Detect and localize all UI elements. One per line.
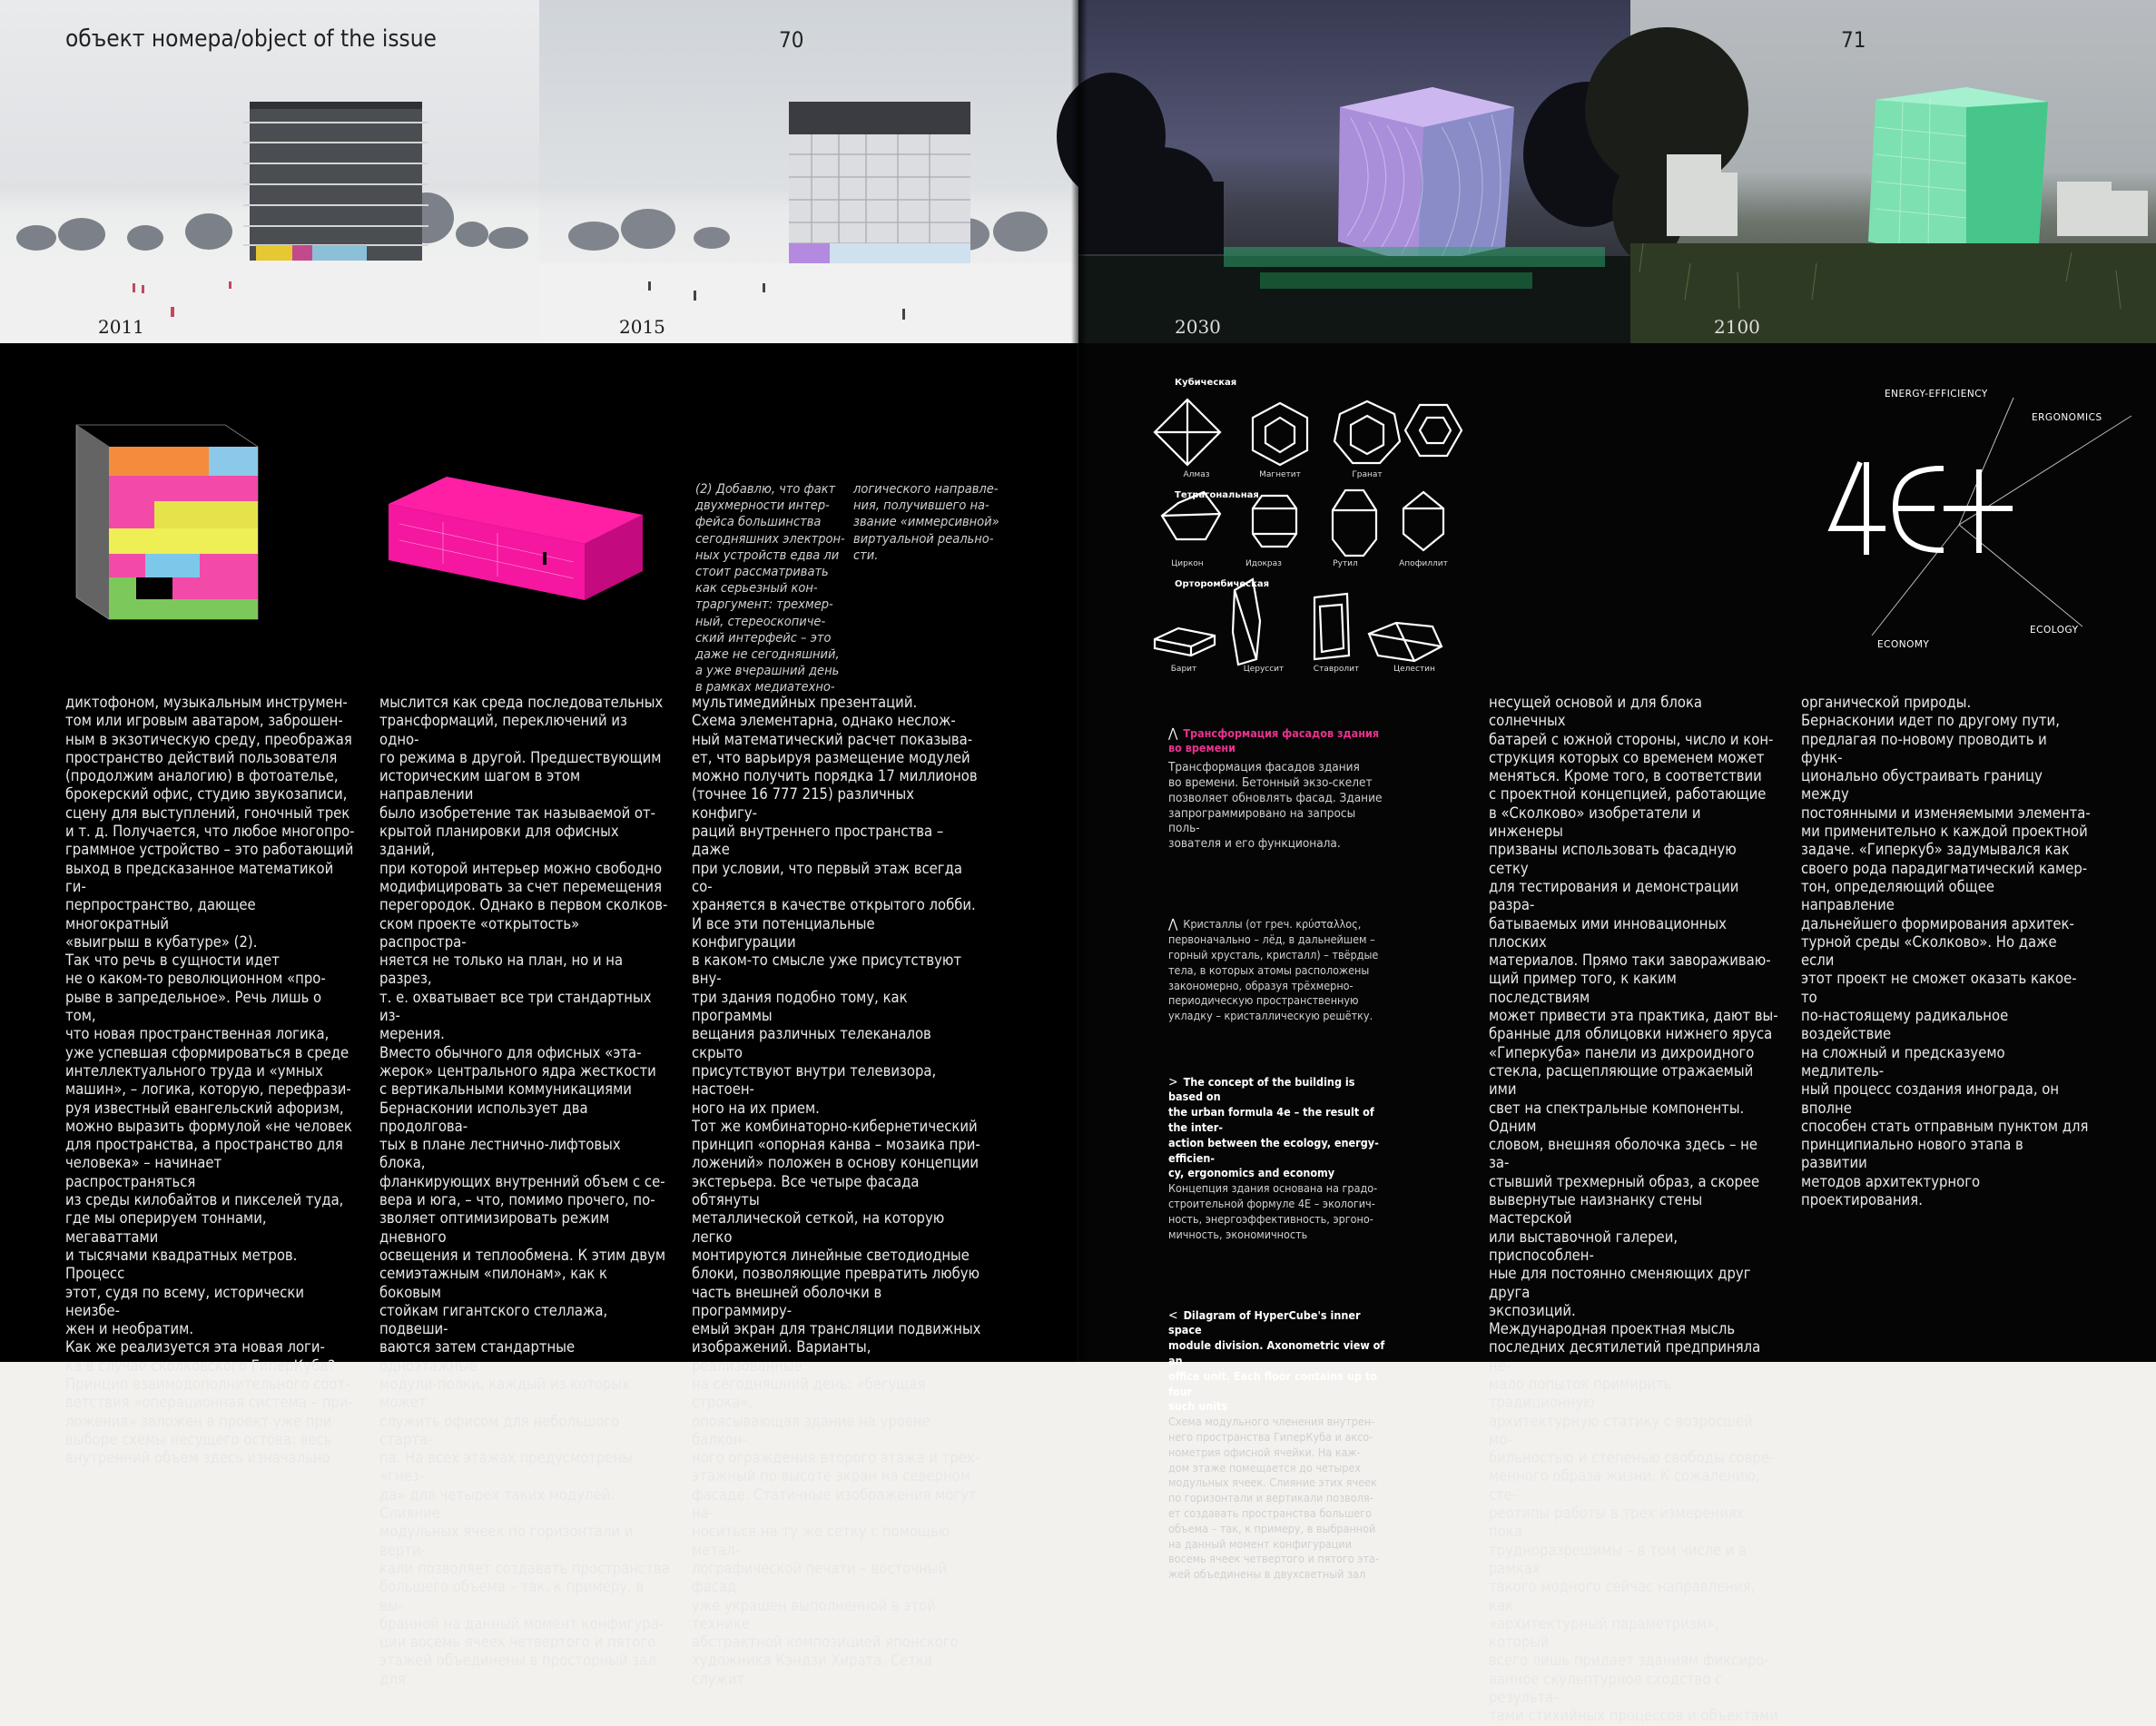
crystal-heading-cubic: Кубическая (1175, 378, 1237, 388)
up-arrow-icon: ⋀ (1168, 917, 1178, 932)
note1-text: Трансформация фасадов здания во времени. Бетонный экзо-скелет позволяет обновлять фасад. Здание запрограммировано на запросы поль- зователя и его функционала. (1168, 760, 1383, 852)
label-energy-efficiency: ENERGY-EFFICIENCY (1885, 389, 1988, 399)
crystal-forms-diagram (1151, 396, 1460, 686)
crystal-label-garnet: Гранат (1352, 470, 1383, 479)
module-block-diagram (54, 407, 309, 643)
article-column-2: мыслится как среда последовательных трансформаций, переключений из одно- го режима в другой. Предшествующим историческим шагом в этом направлении было изобретение так называемой от- крытой планировки для офисных зданий, при которой интерьер можно свободно модифицировать за счет перемещения перегородок. Однако в первом сколков- ском проекте «открытость» распростра- няется не только на план, но и на разрез, т. е. охватывает все три стандартных из- мерения. Вместо обычного для офисных «эта- жерок» центрального ядра жесткости с вертикальными коммуникациями Бернасконии использует два продолгова- тых в плане лестнично-лифтовых блока, фланкирующих внутренний объем с се- вера и юга, – что, помимо прочего, по- зволяет оптимизировать режим дневного освещения и теплообмена. К этим двум семиэтажным «пилонам», как к боковым стойкам гигантского стеллажа, подвеши- ваются затем стандартные одноэтажные модули-полки, каждый из которых может служить офисом для небольшого стартa- па. На всех этажах предусмотрены «гнез- да» для четырех таких модулей. Слияние модульных ячеек по горизонтали и верти- кали позволяет создавать пространства большего объема – так, к примеру, в вы- бранной на данный момент конфигура- ции восемь ячеек четвертого и пятого этажей объединены в просторный зал для (379, 694, 670, 1688)
crystal-label-cerussite: Церуссит (1243, 665, 1285, 674)
rendering-2030 (1078, 0, 1630, 343)
crystal-label-rutile: Рутил (1333, 559, 1358, 568)
page-number-left: 70 (779, 27, 804, 53)
article-column-1: диктофоном, музыкальным инструмен- том или игровым аватаром, заброшен- ным в экзотическую среду, преображая пространство действий пользователя (продолжим аналогию) в фотоателье, брокерский офис, студию звукозаписи, сцену для выступлений, гоночный трек и т. д. Получается, что любое многопро- граммное устройство – это работающий выход в предсказанное математикой ги- перпространство, дающее многократный «выигрыш в кубатуре» (2). Так что речь в сущности идет не о каком-то революционном «про- рыве в запредельное». Речь лишь о том, что новая пространственная логика, уже успевшая сформироваться в среде интеллектуального труда и «умных машин», – логика, которую, перефрази- руя известный евангельский афоризм, можно выразить формулой «не человек для пространства, а пространство для человека» – начинает распространяться из среды килобайтов и пикселей туда, где мы оперируем тоннами, мегаваттами и тысячами квадратных метров. Процесс этот, судя по всему, исторически неизбе- жен и необратим. Как же реализуется эта новая логи- ка в случае сколковского ГиперКуба? Принцип взаимодополнительного соот- ветствия «операционная система – при- ложения» заложен в проект уже при выборе схемы несущего остова: весь внутренний объем здесь изначально (65, 694, 355, 1467)
rendering-2015 (539, 0, 1078, 343)
article-column-5: органической природы. Бернасконии идет по другому пути, предлагая по-новому проводить и функ- ционально обустраивать границу между постоянными и изменяемыми элемента- ми применительно к каждой проектной задаче. «Гиперкуб» задумывался как своего рода парадигматический камер- тон, определяющий общее направление дальнейшего формирования архитек- турной среды «Сколково». Но даже если этот проект не сможет оказать какое-то по-настоящему радикальное воздействие на сложный и предсказуемо медлитель- ный процесс создания инограда, он вполне способен стать отправным пунктом для принципиально нового этапа в развитии методов архитектурного проектирования. (1801, 694, 2091, 1209)
page-number-right: 71 (1841, 27, 1866, 53)
left-page (0, 0, 1078, 1688)
article-column-4: несущей основой и для блока солнечных батарей с южной стороны, число и кон- струкция которых со временем может меняться. Кроме того, в соответствии с проектной концепцией, работающие в «Сколково» изобретатели и инженеры призваны использовать фасадную сетку для тестирования и демонстрации разра- батываемых ими инновационных плоских материалов. Прямо таки завораживаю- щий пример того, к каким последствиям может привести эта практика, дают вы- бранные для облицовки нижнего яруса «Гиперкуба» панели из дихроидного стекла, расщепляющие отражаемый ими свет на спектральные компоненты. Одним словом, внешняя оболочка здесь – не за- стывший трехмерный образ, а скорее вывернутые наизнанку стены мастерской или выставочной галереи, приспособлен- ные для постоянно сменяющих друг друга экспозиций. Международная проектная мысль последних десятилетий предприняла не- мало попыток примирить традиционную архитектурную статику с возросшей мо- бильностью и степенью свободы совре- менного образа жизни. К сожалению, сте- реотипы работы в трех измерениях пока трудноразрешимы – в том числе и в рамках такого модного сейчас направления, как «архитектурный параметризм», который всего лишь придает зданиям фиксиро- ванное скульптурное сходство с результа- тами стихийных процессов и объектами (1489, 694, 1778, 1725)
crystal-label-barite: Барит (1170, 665, 1197, 674)
crystal-heading-orthorhombic: Орторомбическая (1175, 579, 1270, 589)
crystal-label-staurolite: Ставролит (1313, 665, 1360, 674)
renderings-band-right (1078, 0, 2156, 343)
note1-title: Трансформация фасадов здания во времени (1168, 725, 1380, 755)
crystal-label-magnetite: Магнетит (1259, 470, 1301, 479)
section-title: объект номера/object of the issue (65, 25, 437, 53)
crystal-label-diamond: Алмаз (1183, 470, 1210, 479)
building-2100-illustration (1630, 0, 2156, 343)
4e-plus-logo (1832, 465, 2010, 552)
right-arrow-icon: > (1168, 1074, 1178, 1090)
crystal-label-zircon: Циркон (1171, 559, 1204, 568)
4e-formula-diagram (1796, 390, 2141, 654)
crystal-heading-tetragonal: Тетрагональная (1175, 490, 1259, 500)
label-economy: ECONOMY (1877, 639, 1930, 650)
year-caption-2100: 2100 (1714, 316, 1760, 338)
note4-title: Dilagram of HyperCube's inner space module division. Axonometric view of an office unit. Each floor contains up to four such units (1168, 1307, 1385, 1414)
note2-text: Кристаллы (от греч. κρύσταλλος, первоначально – лёд, в дальнейшем – горный хрусталь, кристалл) – твёрдые тела, в которых атомы расположены закономерно, образуя трёхмерно- периодическую пространственную укладку – кристаллическую решётку. (1168, 917, 1379, 1023)
note4-text: Схема модульного членения внутрен- него пространства ГиперКуба и аксо- нометрия офисной ячейки. На каж- дом этаже помещается до четырех модульных ячеек. Слияние этих ячеек по горизонтали и вертикали позволя- ет создавать пространства большего объема – так, к примеру, в выбранной на данный момент конфигурации восемь ячеек четвертого и пятого эта- жей объединены в двухсветный зал (1168, 1415, 1379, 1582)
up-arrow-icon: ⋀ (1168, 725, 1178, 741)
office-unit-axonometry (389, 477, 652, 604)
rendering-2100 (1630, 0, 2156, 343)
label-ecology: ECOLOGY (2030, 625, 2079, 636)
note3-title: The concept of the building is based on the urban formula 4e – the result of the inter- action between the ecology, energy-efficien- cy, ergonomics and economy (1168, 1074, 1379, 1180)
note-crystals (1168, 902, 1386, 1024)
building-2030-illustration (1078, 0, 1630, 343)
right-page (1078, 0, 2156, 1725)
sidebar-notes (1168, 695, 1386, 1613)
crystal-label-idocrase: Идокраз (1245, 559, 1282, 568)
label-ergonomics: ERGONOMICS (2032, 412, 2102, 423)
article-column-3: мультимедийных презентаций. Схема элементарна, однако неслож- ный математический расчет показыва- ет, что варьируя размещение модулей можно получить порядка 17 миллионов (точнее 16 777 215) различных конфигу- раций внутреннего пространства – даже при условии, что первый этаж всегда со- храняется в качестве открытого лобби. И все эти потенциальные конфигурации в каком-то смысле уже присутствуют вну- три здания подобно тому, как программы вещания различных телеканалов скрыто присутствуют внутри телевизора, настоен- ного на их прием. Тот же комбинаторно-кибернетический принцип «опорная канва – мозаика при- ложений» положен в основу концепции экстерьера. Все четыре фасада обтянуты металлической сеткой, на которую легко монтируются линейные светодиодные блоки, позволяющие превратить любую часть внешней оболочки в программиру- емый экран для трансляции подвижных изображений. Варианты, реализованные на сегодняшний день: «бегущая строка», опоясывающая здание на уровне балкон- ного ограждения второго этажа и трех- этажный по высоте экран на северном фасаде. Статичные изображения могут на- носиться на ту же сетку с помощью метал- лографической печати – восточный фасад уже украшен выполненной в этой технике абстрактной композицией японского художника Кэндзи Хирата. Сетка служит (692, 694, 981, 1688)
note-concept-4e (1168, 1060, 1386, 1258)
year-caption-2011: 2011 (98, 316, 144, 338)
year-caption-2015: 2015 (619, 316, 665, 338)
left-arrow-icon: < (1168, 1307, 1178, 1323)
note-facade-transformation (1168, 711, 1386, 867)
note3-text: Концепция здания основана на градо- строительной формуле 4E – экологич- ность, энергоэффективность, эргоно- мичность, экономичность (1168, 1181, 1378, 1241)
crystal-label-apophyllite: Апофиллит (1399, 559, 1448, 568)
year-caption-2030: 2030 (1175, 316, 1221, 338)
footnote-col1: (2) Добавлю, что факт двухмерности интер- фейса большинства сегодняшних электрон- ных устройств едва ли стоит рассматривать как серьезный кон- траргумент: трехмер- ный, стереоскопиче- ский интерфейс – это даже не сегодняшний, а уже вчерашний день в рамках медиатехно- (695, 482, 845, 695)
footnote-col2: логического направле- ния, получившего на- звание «иммерсивной» виртуальной реально- сти. (853, 482, 999, 563)
building-2015-illustration (539, 0, 1078, 343)
crystal-label-celestine: Целестин (1393, 665, 1435, 674)
renderings-band-left (0, 0, 1078, 343)
note-module-diagram (1168, 1293, 1386, 1598)
